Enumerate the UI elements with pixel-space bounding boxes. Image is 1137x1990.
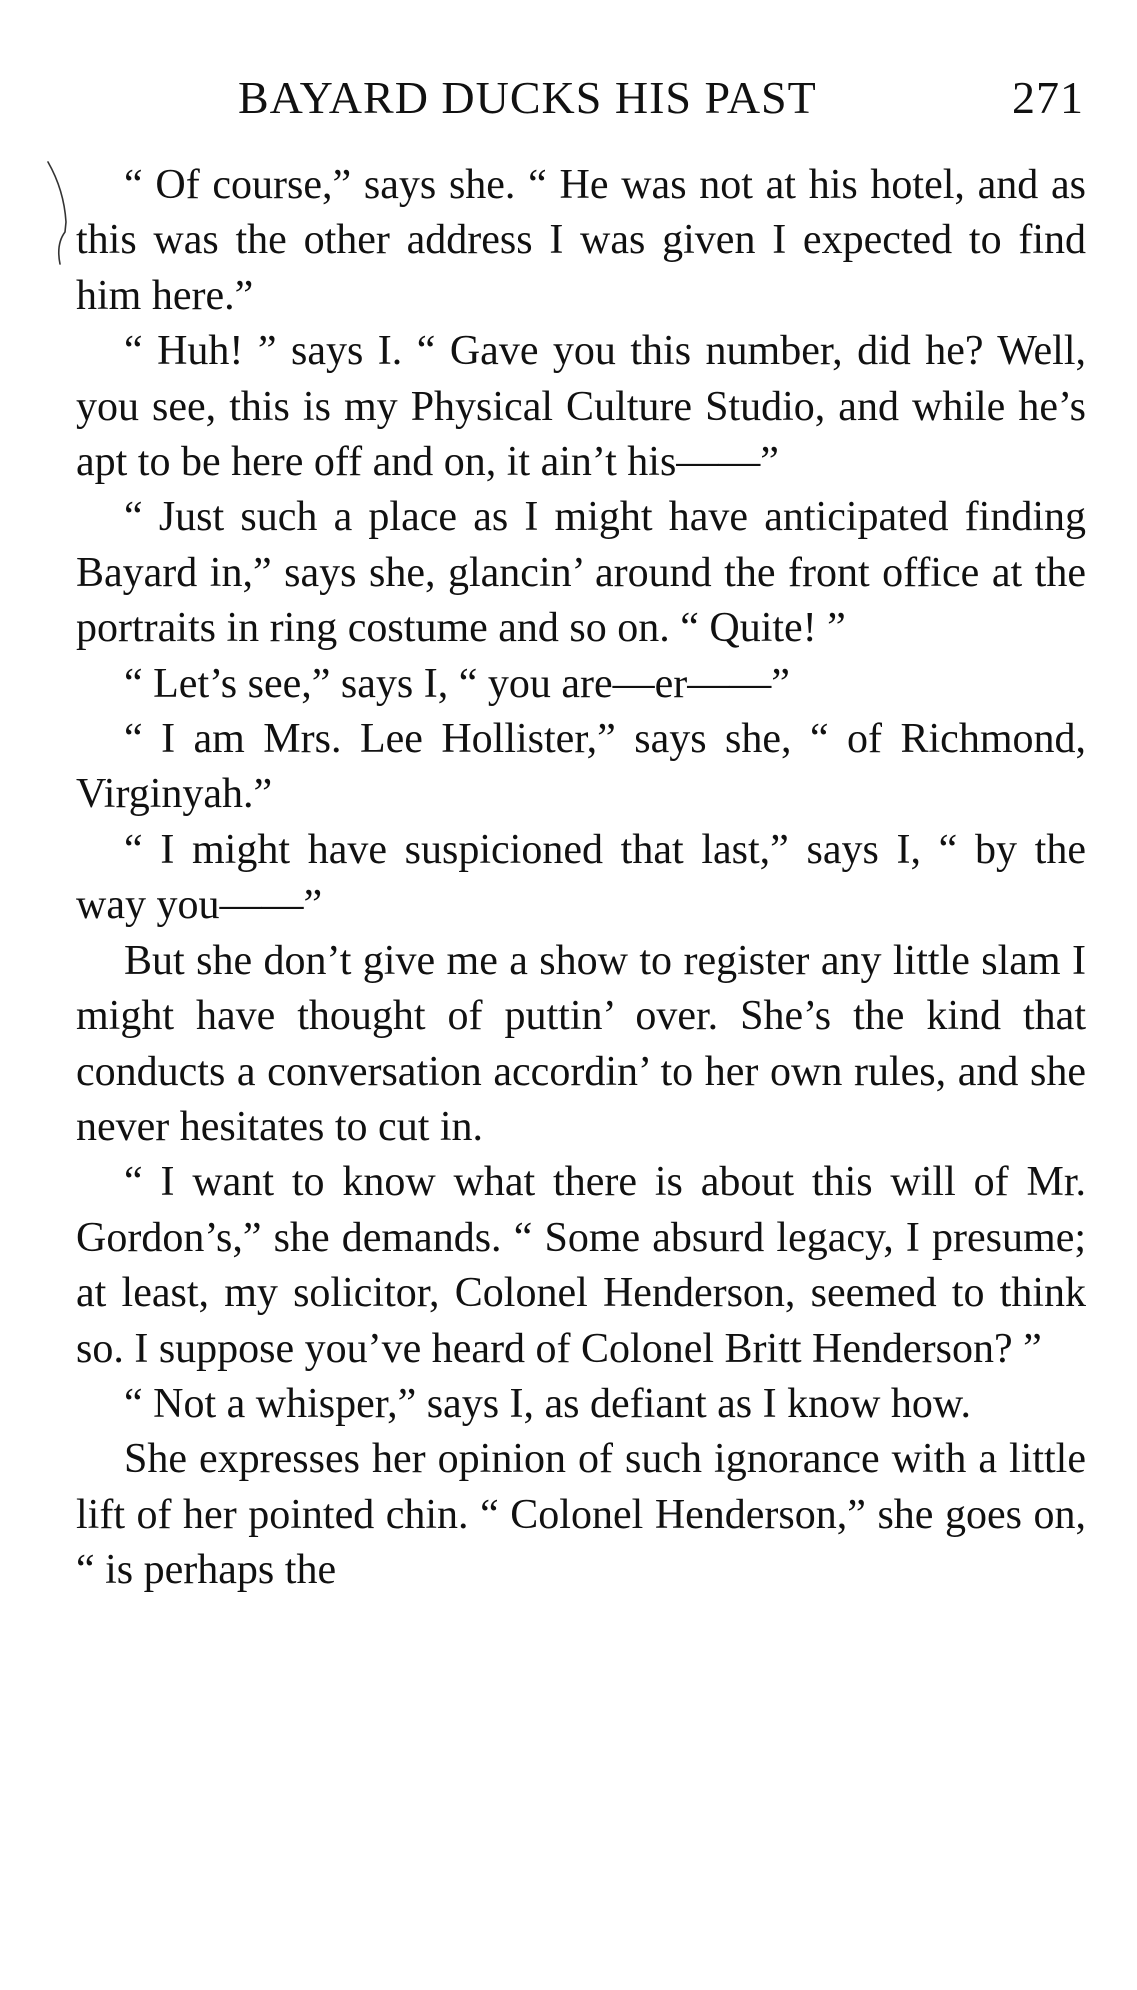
running-title: BAYARD DUCKS HIS PAST: [238, 72, 817, 123]
paragraph: “ I am Mrs. Lee Hollister,” says she, “ of Richmond, Virginyah.”: [76, 716, 1086, 818]
paragraph: “ Just such a place as I might have anticipated finding Bayard in,” says she, glancin’ around the front office at the portraits in ring costume and so on. “ Quite! ”: [76, 494, 1086, 652]
paragraph: “ Huh! ” says I. “ Gave you this number, did he? Well, you see, this is my Physical Culture Studio, and while he’s apt to be here off and on, it ain’t his——”: [76, 328, 1086, 486]
paragraph: “ Of course,” says she. “ He was not at his hotel, and as this was the other address I was given I expected to find him here.”: [76, 162, 1086, 319]
paragraph: She expresses her opinion of such ignorance with a little lift of her pointed chin. “ Colonel Henderson,” she goes on, “ is perhaps the: [76, 1436, 1086, 1594]
running-head: [78, 62, 1084, 134]
paragraph: “ I might have suspicioned that last,” says I, “ by the way you——”: [76, 826, 1086, 929]
paragraph: “ Let’s see,” says I, “ you are—er——”: [124, 660, 790, 707]
paragraph: “ Not a whisper,” says I, as defiant as I know how.: [124, 1380, 972, 1427]
body-text: [76, 158, 1086, 1599]
paragraph: But she don’t give me a show to register any little slam I might have thought of puttin’ over. She’s the kind that conducts a conversation accordin’ to her own rules, and she never hesitates to cut in.: [76, 937, 1086, 1150]
paragraph: “ I want to know what there is about this will of Mr. Gordon’s,” she demands. “ Some absurd legacy, I presume; at least, my solicitor, Colonel Henderson, seemed to think so. I suppose you’ve heard of Colonel Britt Henderson? ”: [76, 1159, 1086, 1372]
page-number: 271: [1012, 72, 1084, 123]
